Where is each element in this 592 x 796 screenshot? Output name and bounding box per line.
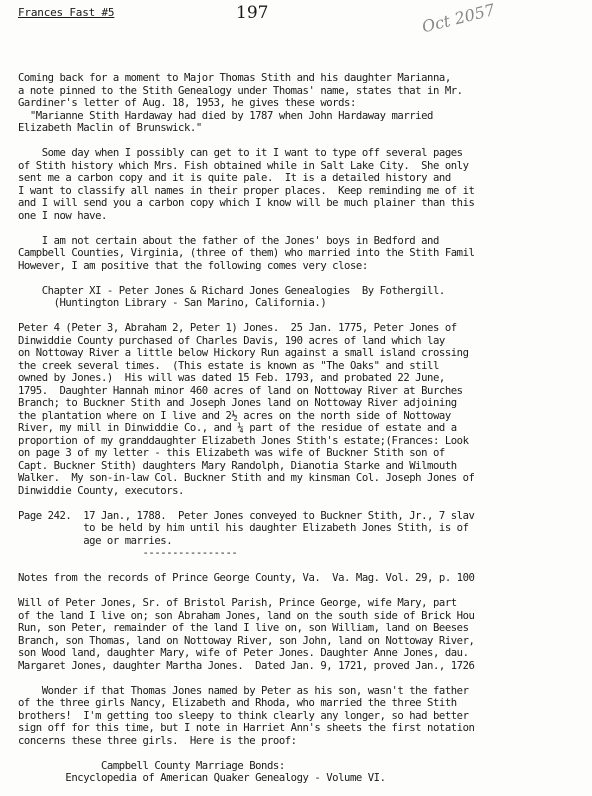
text-line: son Wood land, daughter Mary, wife of Peter Jones. Daughter Anne Jones, dau. [18, 647, 469, 659]
text-line: I want to classify all names in their proper places. Keep reminding me of it [18, 184, 475, 197]
paragraph [18, 322, 592, 497]
text-line: Branch, son Thomas, land on Nottoway River, son John, land on Nottoway River, [18, 634, 475, 647]
text-line: However, I am positive that the following comes very close: [18, 259, 368, 272]
text-line: (Huntington Library - San Marino, California.) [18, 297, 327, 309]
paragraph-gap [18, 497, 592, 510]
text-line: Dinwiddie County, executors. [18, 484, 184, 497]
paragraph [18, 760, 592, 785]
text-line: one I now have. [18, 209, 107, 222]
handwritten-note: Oct 2057 [420, 0, 497, 37]
text-line: "Marianne Stith Hardaway had died by 1787 when John Hardaway married [18, 109, 433, 122]
document-header-title: Frances Fast #5 [18, 6, 115, 19]
text-line: Walker. My son-in-law Col. Buckner Stith and my kinsman Col. Joseph Jones of [18, 472, 475, 484]
paragraph-gap [18, 560, 592, 573]
text-line: Elizabeth Maclin of Brunswick." [18, 122, 202, 134]
text-line: sign off for this time, but I note in Harriet Ann's sheets the first notation [18, 722, 475, 734]
text-line: Peter 4 (Peter 3, Abraham 2, Peter 1) Jones. 25 Jan. 1775, Peter Jones of [18, 322, 457, 334]
text-line: Campbell County Marriage Bonds: [18, 759, 285, 772]
page-number: 197 [236, 3, 269, 23]
text-line: concerns these three girls. Here is the proof: [18, 734, 297, 747]
paragraph [18, 147, 592, 222]
text-line: Campbell Counties, Virginia, (three of them) who married into the Stith Famil [18, 247, 475, 259]
text-line: Run, son Peter, remainder of the land I live on, son William, land on Beeses [18, 622, 469, 634]
text-line: proportion of my granddaughter Elizabeth Jones Stith's estate;(Frances: Look [18, 434, 469, 447]
paragraph-gap [18, 272, 592, 285]
text-line: on Nottoway River a little below Hickory Run against a small island crossing [18, 347, 469, 359]
text-line: of the land I live on; son Abraham Jones, land on the south side of Brick Hou [18, 609, 475, 622]
text-line: age or marries. [18, 534, 173, 547]
text-line: Chapter XI - Peter Jones & Richard Jones Genealogies By Fothergill. [18, 284, 445, 297]
text-line: owned by Jones.) His will was dated 15 Feb. 1793, and probated 22 June, [18, 372, 445, 384]
paragraph [18, 235, 592, 273]
text-line: of the three girls Nancy, Elizabeth and Rhoda, who married the three Stith [18, 697, 457, 709]
paragraph [18, 285, 592, 310]
text-line: Gardiner's letter of Aug. 18, 1953, he gives these words: [18, 97, 356, 109]
text-line: sent me a carbon copy and it is quite pale. It is a detailed history and [18, 172, 451, 184]
text-line: Coming back for a moment to Major Thomas Stith and his daughter Marianna, [18, 72, 451, 84]
text-line: 1795. Daughter Hannah minor 460 acres of land on Nottoway River at Burches [18, 384, 463, 397]
text-line: Will of Peter Jones, Sr. of Bristol Parish, Prince George, wife Mary, part [18, 597, 457, 609]
paragraph [18, 510, 592, 560]
paragraph [18, 572, 592, 585]
paragraph-gap [18, 310, 592, 323]
text-line: ---------------- [18, 547, 238, 559]
text-line: River, my mill in Dinwiddie Co., and ¼ part of the residue of estate and a [18, 422, 457, 434]
paragraph [18, 72, 592, 135]
text-line: the creek several times. (This estate is known as "The Oaks" and still [18, 359, 439, 372]
text-line: on page 3 of my letter - this Elizabeth was wife of Buckner Stith son of [18, 447, 445, 459]
document-body [18, 72, 592, 785]
text-line: brothers! I'm getting too sleepy to think clearly any longer, so had better [18, 709, 469, 722]
text-line: Capt. Buckner Stith) daughters Mary Randolph, Dianotia Starke and Wilmouth [18, 459, 457, 472]
text-line: the plantation where on I live and 2½ acres on the north side of Nottoway [18, 409, 451, 422]
text-line: Encyclopedia of American Quaker Genealogy - Volume VI. [18, 772, 386, 784]
paragraph-gap [18, 135, 592, 148]
text-line: Page 242. 17 Jan., 1788. Peter Jones conveyed to Buckner Stith, Jr., 7 slav [18, 509, 475, 522]
text-line: Some day when I possibly can get to it I want to type off several pages [18, 147, 463, 159]
paragraph [18, 685, 592, 748]
text-line: Wonder if that Thomas Jones named by Peter as his son, wasn't the father [18, 684, 469, 697]
paragraph-gap [18, 672, 592, 685]
text-line: Branch; to Buckner Stith and Joseph Jones land on Nottoway River adjoining [18, 397, 457, 409]
text-line: a note pinned to the Stith Genealogy under Thomas' name, states that in Mr. [18, 84, 463, 97]
text-line: Margaret Jones, daughter Martha Jones. Dated Jan. 9, 1721, proved Jan., 1726 [18, 659, 475, 672]
paragraph-gap [18, 585, 592, 598]
text-line: I am not certain about the father of the Jones' boys in Bedford and [18, 234, 439, 247]
text-line: of Stith history which Mrs. Fish obtained while in Salt Lake City. She only [18, 159, 469, 172]
text-line: Notes from the records of Prince George County, Va. Va. Mag. Vol. 29, p. 100 [18, 572, 475, 584]
text-line: and I will send you a carbon copy which I know will be much plainer than this [18, 197, 475, 209]
paragraph-gap [18, 222, 592, 235]
text-line: to be held by him until his daughter Elizabeth Jones Stith, is of [18, 522, 469, 534]
paragraph-gap [18, 747, 592, 760]
text-line: Dinwiddie County purchased of Charles Davis, 190 acres of land which lay [18, 334, 445, 347]
paragraph [18, 597, 592, 672]
